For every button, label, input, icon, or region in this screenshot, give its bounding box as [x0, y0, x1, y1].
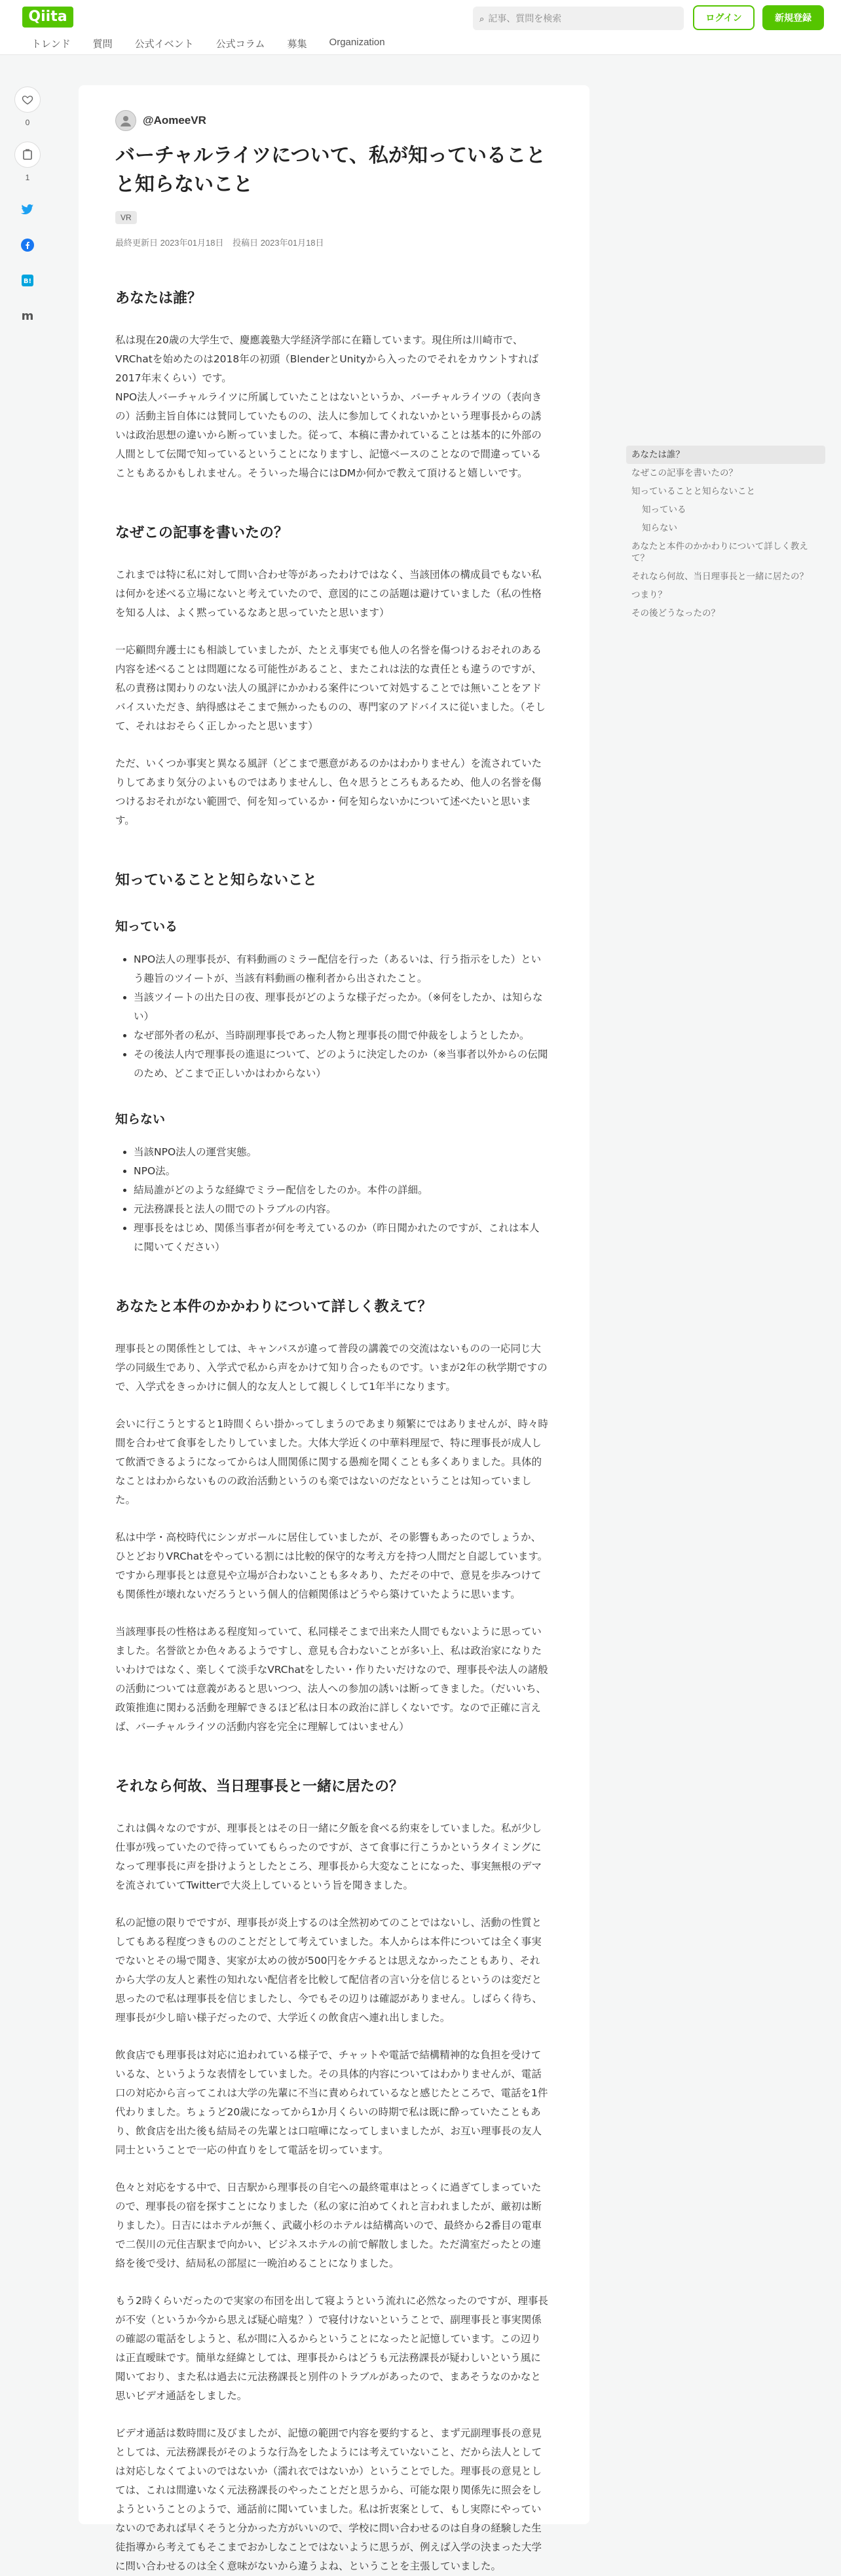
section-heading: それなら何故、当日理事長と一緒に居たの？	[115, 1778, 404, 1795]
facebook-icon	[21, 239, 34, 252]
section-heading: あなたと本件のかかわりについて詳しく教えて？	[115, 1299, 432, 1315]
paragraph: 理事長との関係性としては、キャンパスが違って普段の講義での交流はないものの一応同じ大学の同級生であり、入学式で私から声をかけて知り合ったものです。いまが2年の秋学期ですので、入学式をきっかけに個人的な友人として親しくして1年半になります。	[115, 1343, 548, 1393]
posted-date: 投稿日 2023年01月18日	[233, 238, 324, 248]
toc-item[interactable]: つまり？	[631, 590, 667, 600]
stock-button[interactable]	[14, 142, 41, 168]
heart-icon	[22, 94, 33, 106]
updated-date: 最終更新日 2023年01月18日	[115, 238, 224, 248]
nav-official-events[interactable]: 公式イベント	[134, 39, 194, 50]
list-item: • 元法務課長と法人の間でのトラブルの内容。	[134, 1200, 549, 1219]
signup-button[interactable]: 新規登録	[762, 5, 824, 30]
paragraph: 会いに行こうとすると1時間くらい掛かってしまうのであまり頻繁にではありませんが、時々時間を合わせて食事をしたりしていました。大体大学近くの中華料理屋で、特に理事長が成人して飲酒できるようになってからは人間関係に関する愚痴を聞くことも多くありました。具体的なことはわからないものの政治活動というのも楽ではないのだなということは知っていました。	[115, 1418, 548, 1506]
list-item: • なぜ部外者の私が、当時副理事長であった人物と理事長の間で仲裁をしようとしたか。	[134, 1026, 549, 1045]
like-button[interactable]	[14, 87, 41, 113]
subsection-heading: 知らない	[115, 1112, 166, 1126]
search-input[interactable]	[473, 7, 684, 30]
paragraph: 当該理事長の性格はある程度知っていて、私同様そこまで出来た人間でもないように思っていました。名誉欲とか色々あるようですし、意見も合わないことが多い上、私は政治家になりたいわけではなく、楽しくて淡手なVRChatをしたい・作りたいだけなので、理事長や法人の諸般の活動については意義があると思いつつ、法人への参加の誘いは断ってきました。（だいいち、政策推進に関わる活動を理解できるほど私は日本の政治に詳しくないです。なので正確に言えば、バーチャルライツの活動内容を完全に理解してはいません）	[115, 1626, 548, 1733]
section-heading: あなたは誰？	[115, 290, 202, 307]
share-facebook-button[interactable]	[14, 232, 41, 258]
toc-subitem[interactable]: 知らない	[642, 523, 677, 533]
top-header	[0, 0, 841, 55]
list-item: • 理事長をはじめ、関係当事者が何を考えているのか（昨日聞かれたのですが、これは本人に聞いてください）	[134, 1219, 549, 1257]
section-heading: なぜこの記事を書いたの？	[115, 525, 289, 541]
svg-text:m: m	[21, 309, 34, 323]
paragraph: 私は中学・高校時代にシンガポールに居住していましたが、その影響もあったのでしょうか、ひとどおりVRChatをやっている割には比較的保守的な考え方を持つ人間だと自認しています。ですから理事長とは意見や立場が合わないことも多々あり、ただその中で、意見を歩みつけても関係性が壊れないだろうという個人的信頼関係はどうやら築けていたように思います。	[115, 1531, 548, 1600]
login-button[interactable]: ログイン	[693, 5, 755, 30]
known-list	[134, 950, 549, 1083]
article-body	[115, 289, 549, 2576]
tag-vr[interactable]: VR	[115, 211, 137, 224]
share-twitter-button[interactable]	[14, 197, 41, 223]
list-item: • 当該NPO法人の運営実態。	[134, 1143, 549, 1162]
list-item: • NPO法人の理事長が、有料動画のミラー配信を行った（あるいは、行う指示をした）という趣旨のツイートが、当該有料動画の権利者から出されたこと。	[134, 950, 549, 988]
main-nav	[31, 37, 407, 50]
paragraph: 飲食店でも理事長は対応に追われている様子で、チャットや電話で結構精神的な負担を受けているな、というような表情をしていました。その具体的内容についてはわかりませんが、電話口の対応から言ってこれは大学の先輩に不当に責められているなと感じたところで、電話を1件代わりました。ちょうど20歳になってから1か月くらいの時期で私は既に酔っていたこともあり、飲食店を出た後も結局その先輩とは口喧嘩になってしまいましたが、お互い理事長の友人同士ということで一応の仲直りをして電話を切っています。	[115, 2049, 548, 2156]
nav-trend[interactable]: トレンド	[31, 39, 71, 50]
paragraph: ただ、いくつか事実と異なる風評（どこまで悪意があるのかはわかりません）を流されていたりしてあまり気分のよいものではありませんし、色々思うところもあるため、他人の名誉を傷つけるおそれがない範囲で、何を知っているか・何を知らないかについて述べたいと思います。	[115, 758, 542, 826]
toc-item[interactable]: なぜこの記事を書いたの？	[631, 468, 738, 478]
hatena-bookmark-icon	[22, 275, 33, 286]
user-avatar-icon	[119, 113, 133, 128]
toc-subitem[interactable]: 知っている	[642, 505, 686, 514]
list-item: • 当該ツイートの出た日の夜、理事長がどのような様子だったか。（※何をしたか、は知らない）	[134, 988, 549, 1026]
paragraph: これは偶々なのですが、理事長とはその日一緒に夕飯を食べる約束をしていました。私が少し仕事が残っていたので待っていてもらったのですが、さて食事に行こうかというタイミングになって理事長に声を掛けようとしたところ、理事長から大変なことになった、事実無根のデマを流されていてTwitterで大炎上しているという旨を聞きました。	[115, 1822, 542, 1891]
paragraph: ビデオ通話は数時間に及びましたが、記憶の範囲で内容を要約すると、まず元副理事長の意見としては、元法務課長がそのような行為をしたようには考えていないこと、だから法人としては対応しなくてよいのではないか（濡れ衣ではないか）ということでした。理事長の意見としては、これは間違いなく元法務課長のやったことだと思うから、可能な限り関係先に照会をしようということのようで、通話前に聞いていました。私は折衷案として、もし実際にやっていないのであれば早くそうと分かった方がいいので、学校に問い合わせるのは自身の経験した生徒指導から考えてもそこまでおかしなことではないように思うが、例えば入学の決まった大学に問い合わせるのは全く意味がないから違うよね、ということを主張していました。	[115, 2427, 542, 2572]
list-item: • NPO法。	[134, 1162, 549, 1181]
list-item: • 結局誰がどのような経緯でミラー配信をしたのか。本件の詳細。	[134, 1181, 549, 1200]
toc-item[interactable]: その後どうなったの？	[631, 608, 720, 618]
paragraph: NPO法人バーチャルライツに所属していたことはないというか、バーチャルライツの（表向きの）活動主旨自体には賛同していたものの、法人に参加してくれないかという理事長からの誘いは政治思想の違いから断っていました。従って、本稿に書かれていることは基本的に外部の人間として伝聞で知っているということになりますし、記憶ベースのことなので間違っていることもあるかもしれません。そういった場合にはDMか何かで教えて頂けると嬉しいです。	[115, 391, 542, 479]
subsection-heading: 知っている	[115, 919, 178, 934]
author-row	[115, 109, 549, 132]
share-hatena-button[interactable]	[14, 267, 41, 294]
search-placeholder: 記事、質問を検索	[488, 13, 562, 24]
toc-item[interactable]: 知っていることと知らないこと	[631, 486, 755, 496]
paragraph: 私の記憶の限りでですが、理事長が炎上するのは全然初めてのことではないし、活動の性質としてもある程度つきもののことだとして考えていました。本人からは本件については全く事実でないとその場で聞き、実家が太めの彼が500円をケチるとは思えなかったこともあり、それから大学の友人と素性の知れない配信者を比較して配信者の言い分を信じるというのは変だと思ったので私は理事長を信じましたし、今でもその辺りは確認がありません。しばらく待ち、理事長が少し暗い様子だったので、大学近くの飲食店へ連れ出しました。	[115, 1917, 542, 2024]
folder-icon	[22, 149, 33, 161]
avatar[interactable]	[115, 110, 136, 131]
qiita-logo[interactable]: Qiita	[22, 7, 73, 28]
paragraph: 私は現在20歳の大学生で、慶應義塾大学経済学部に在籍しています。現住所は川崎市で、VRChatを始めたのは2018年の初頭（BlenderとUnityから入ったのでそれをカウントすれば2017年末くらい）です。	[115, 334, 539, 384]
stock-count: 1	[25, 173, 30, 182]
search-icon: ⌕	[479, 14, 485, 24]
nav-questions[interactable]: 質問	[92, 39, 113, 50]
share-mastodon-button[interactable]	[14, 303, 41, 329]
nav-recruit[interactable]: 募集	[287, 39, 307, 50]
like-count: 0	[25, 118, 30, 127]
unknown-list	[134, 1143, 549, 1257]
article-title: バーチャルライツについて、私が知っていることと知らないこと	[115, 144, 546, 196]
article	[79, 85, 589, 2572]
svg-text:B!: B!	[23, 278, 32, 285]
paragraph: もう2時くらいだったので実家の布団を出して寝ようという流れに必然なったのですが、理事長が不安（というか今から思えば疑心暗鬼？）で寝付けないということで、副理事長と事実関係の確認の電話をしようと、私が間に入るからということになったと記憶しています。この辺りは正直曖昧です。簡単な経緯としては、理事長からはどうも元法務課長が疑わしいという風に聞いており、また私は過去に元法務課長と別件のトラブルがあったので、まあそうなのかなと思いビデオ通話をしました。	[115, 2295, 548, 2402]
table-of-contents	[626, 446, 825, 623]
paragraph: 一応顧問弁護士にも相談していましたが、たとえ事実でも他人の名誉を傷つけるおそれのある内容を述べることは問題になる可能性があること、またこれは法的な責任とも違うのですが、私の責務は関わりのない法人の風評にかかわる案件について対処することでは無いことをアドバイスいただき、納得感はそこまで無かったものの、専門家のアドバイスに従いました。（そして、それはおそらく正しかったと思います）	[115, 644, 546, 732]
twitter-icon	[21, 204, 34, 216]
mastodon-icon	[21, 311, 34, 321]
toc-item[interactable]: それなら何故、当日理事長と一緒に居たの？	[631, 571, 808, 581]
paragraph: これまでは特に私に対して問い合わせ等があったわけではなく、当該団体の構成員でもない私は何かを述べる立場にないと考えていたので、意図的にこの話題は避けていました（私の性格を知る人は、よく黙っているなあと思っていたと思います）	[115, 569, 542, 619]
nav-organization[interactable]: Organization	[329, 37, 385, 48]
toc-item[interactable]: あなたと本件のかかわりについて詳しく教えて？	[631, 541, 808, 563]
author-name[interactable]: @AomeeVR	[143, 114, 206, 126]
section-heading: 知っていることと知らないこと	[115, 872, 318, 889]
list-item: • その後法人内で理事長の進退について、どのように決定したのか（※当事者以外からの伝聞のため、どこまで正しいかはわからない）	[134, 1045, 549, 1083]
toc-item[interactable]: あなたは誰？	[626, 446, 825, 464]
article-actions	[14, 87, 41, 338]
nav-official-column[interactable]: 公式コラム	[215, 39, 265, 50]
paragraph: 色々と対応をする中で、日吉駅から理事長の自宅への最終電車はとっくに過ぎてしまっていたので、理事長の宿を探すことになりました（私の家に泊めてくれと言われましたが、厳初は断りました）。日吉にはホテルが無く、武蔵小杉のホテルは結構高いので、最終から2番目の電車で二俣川の元住吉駅まで向かい、ビジネスホテルの前で解散しました。ただ満室だったとの連絡を後で受け、結局私の部屋に一晩泊めることになりました。	[115, 2182, 542, 2269]
article-dates	[115, 236, 549, 248]
